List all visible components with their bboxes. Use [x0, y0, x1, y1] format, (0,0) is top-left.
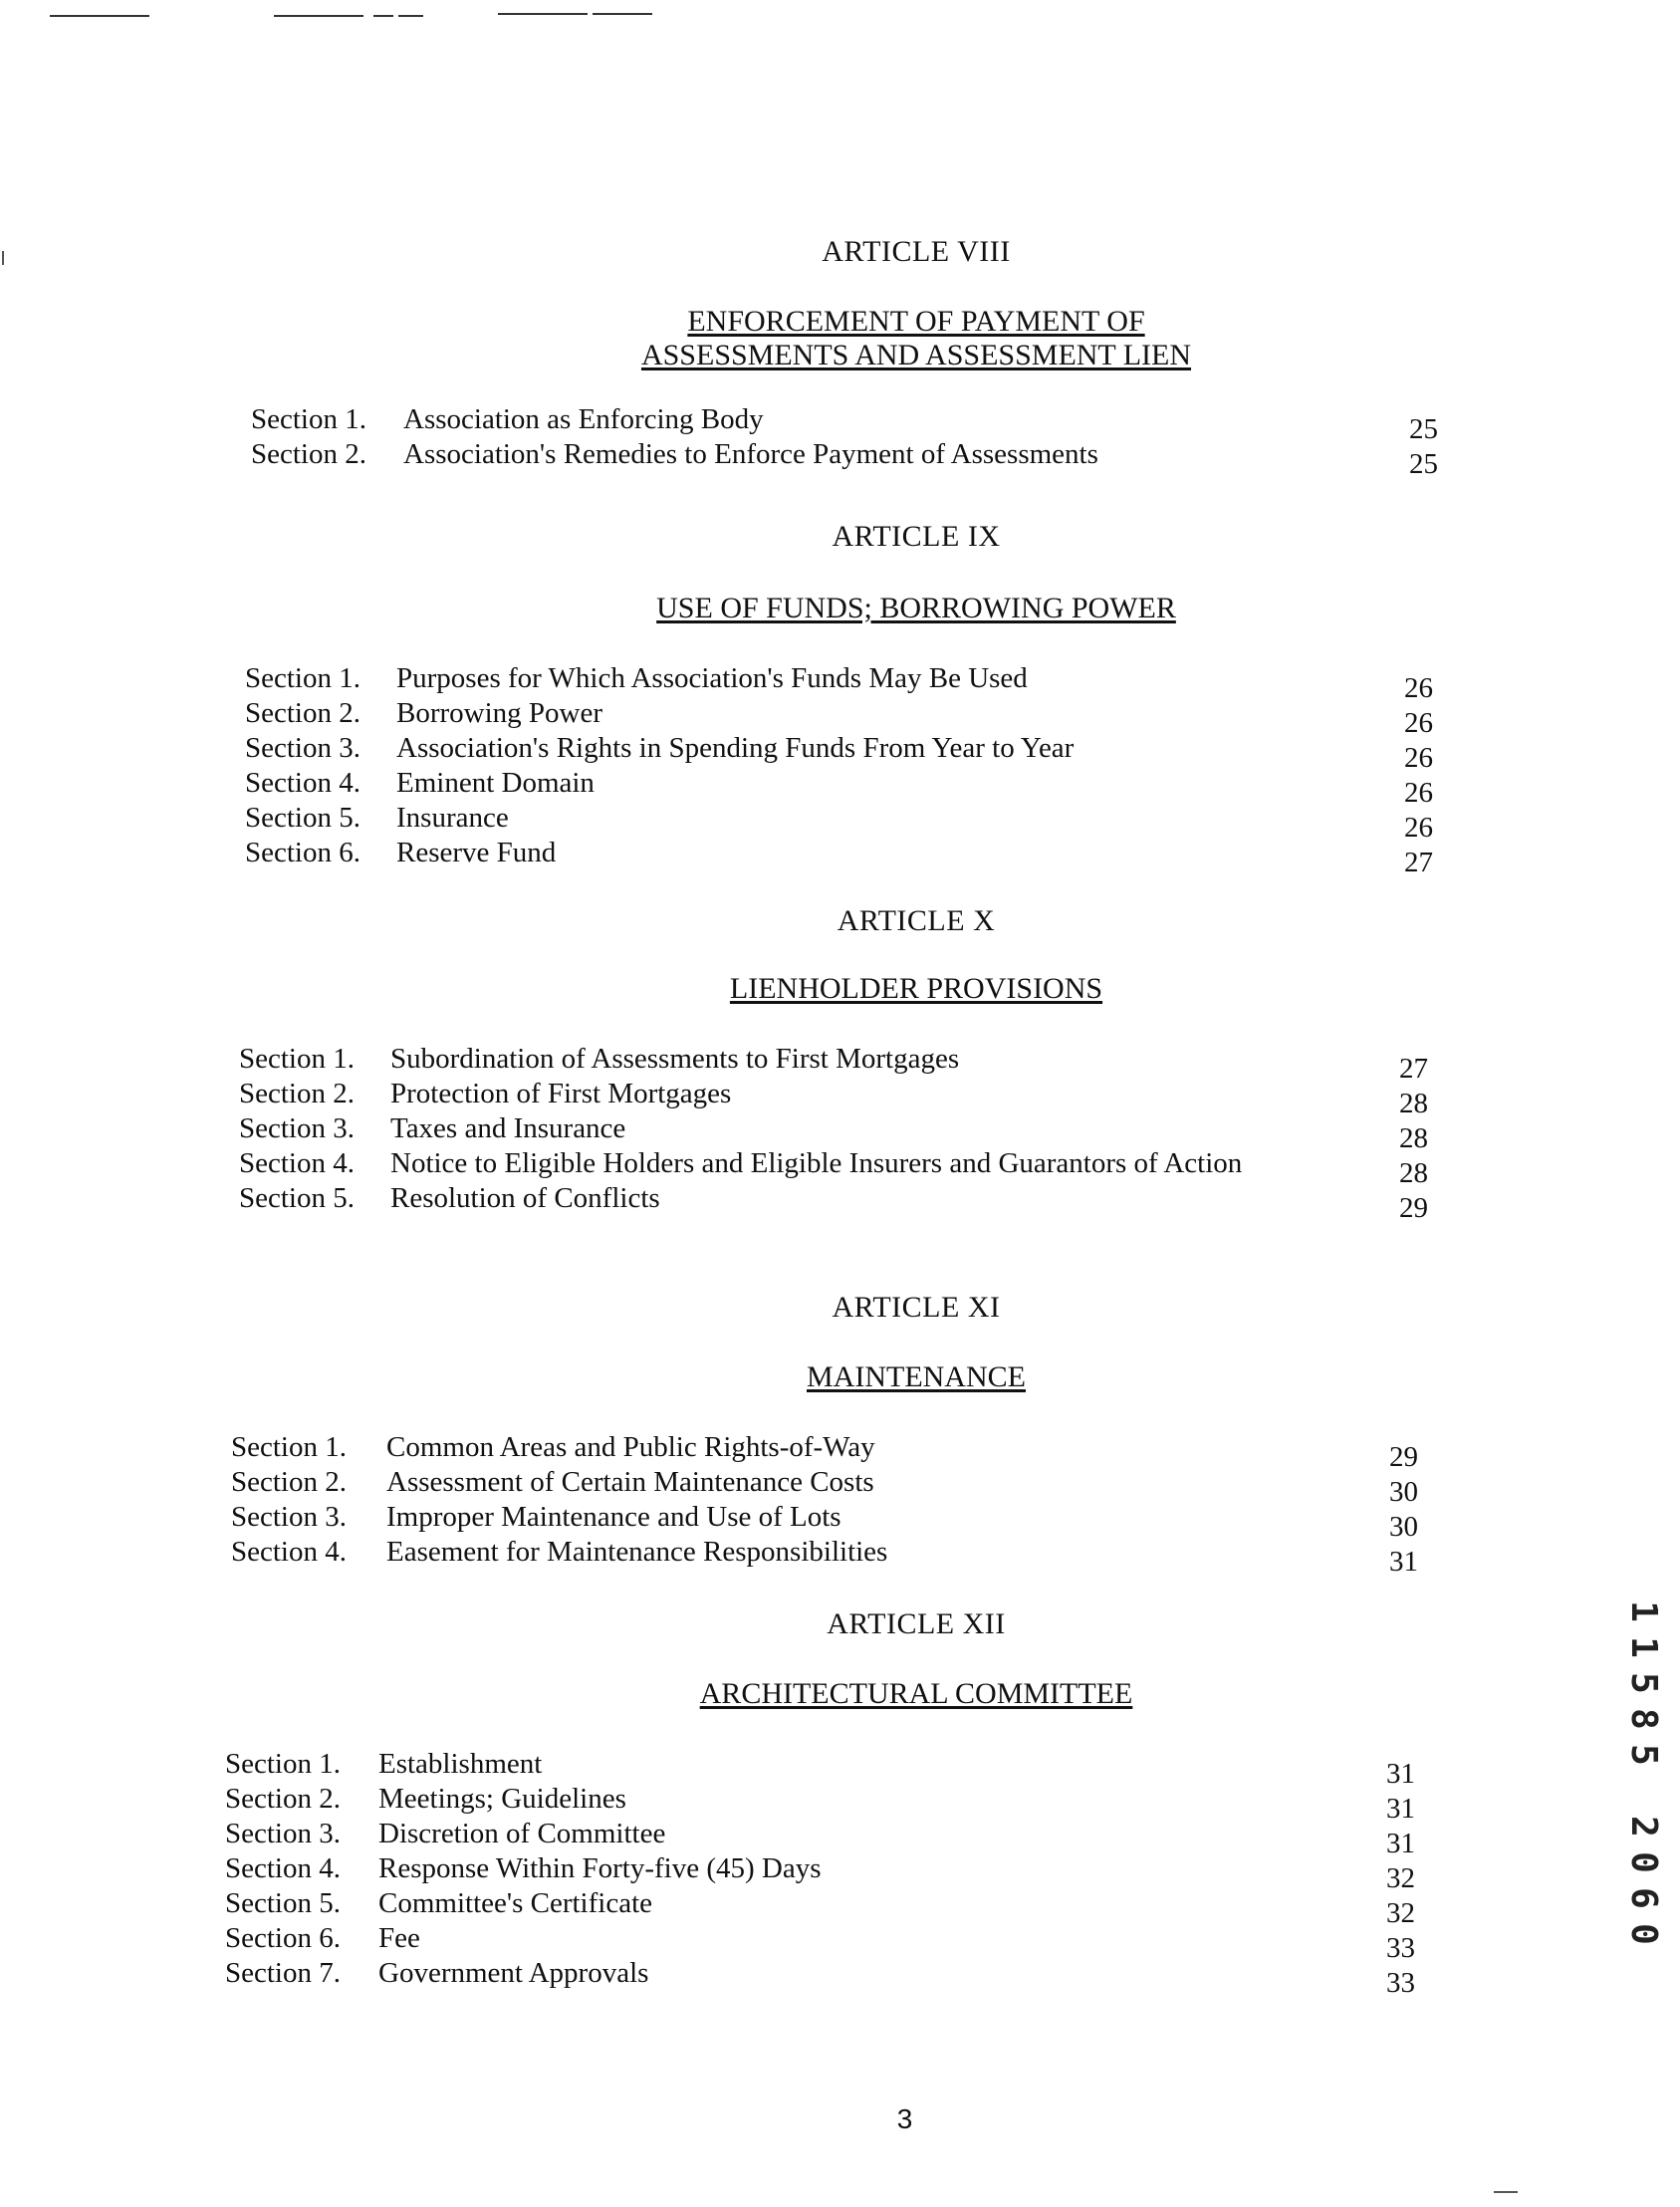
section-label: Section 1. — [225, 1748, 341, 1780]
section-title: Association's Rights in Spending Funds From Year to Year — [396, 732, 1075, 764]
section-list — [219, 1042, 1474, 1224]
toc-entry — [219, 1886, 1474, 1929]
section-title: Reserve Fund — [396, 837, 557, 868]
section-title: Association as Enforcing Body — [403, 403, 764, 435]
section-title: Government Approvals — [378, 1957, 649, 1989]
section-page-number: 32 — [1386, 1862, 1415, 1894]
section-label: Section 4. — [239, 1147, 355, 1179]
scan-artifact-line — [373, 15, 393, 17]
article-heading: ARTICLE XII — [827, 1607, 1006, 1640]
section-page-number: 33 — [1386, 1932, 1415, 1964]
section-label: Section 1. — [251, 403, 366, 435]
toc-entry — [219, 1042, 1474, 1085]
section-page-number: 32 — [1386, 1897, 1415, 1929]
toc-entry — [219, 1851, 1474, 1894]
scan-artifact-line — [593, 13, 652, 15]
toc-entry — [219, 801, 1474, 844]
scan-artifact-line — [498, 13, 588, 15]
section-title: Notice to Eligible Holders and Eligible Insurers and Guarantors of Action — [390, 1147, 1243, 1179]
toc-entry — [219, 437, 1474, 480]
section-title: Establishment — [378, 1748, 543, 1780]
section-page-number: 33 — [1386, 1967, 1415, 1999]
scan-artifact-line — [50, 15, 149, 17]
section-page-number: 25 — [1409, 413, 1438, 445]
section-list — [219, 402, 1474, 480]
toc-entry — [219, 696, 1474, 739]
section-title: Protection of First Mortgages — [390, 1078, 732, 1109]
stamp-digit: 2 — [1623, 1816, 1664, 1838]
section-page-number: 31 — [1386, 1828, 1415, 1859]
section-page-number: 28 — [1399, 1122, 1428, 1154]
section-title: Response Within Forty-five (45) Days — [378, 1852, 822, 1884]
toc-entry — [219, 1956, 1474, 1999]
section-label: Section 4. — [245, 767, 360, 799]
stamp-digit: 1 — [1623, 1636, 1664, 1658]
toc-entry — [219, 661, 1474, 704]
article-subtitle: USE OF FUNDS; BORROWING POWER — [656, 592, 1176, 624]
toc-entry — [219, 1782, 1474, 1825]
stamp-digit: 8 — [1623, 1708, 1664, 1730]
toc-entry — [219, 1146, 1474, 1189]
toc-entry — [219, 1111, 1474, 1154]
section-label: Section 3. — [231, 1501, 347, 1533]
article-heading: ARTICLE IX — [832, 520, 1001, 553]
section-title: Purposes for Which Association's Funds May Be Used — [396, 662, 1028, 694]
section-title: Committee's Certificate — [378, 1887, 653, 1919]
section-page-number: 31 — [1386, 1758, 1415, 1790]
section-title: Subordination of Assessments to First Mortgages — [390, 1043, 960, 1075]
section-label: Section 3. — [225, 1818, 341, 1849]
section-label: Section 6. — [225, 1922, 341, 1954]
stamp-digit: 0 — [1623, 1923, 1664, 1945]
toc-entry — [219, 1465, 1474, 1508]
stamp-digit: 5 — [1623, 1672, 1664, 1694]
section-page-number: 26 — [1404, 672, 1433, 704]
section-title: Resolution of Conflicts — [390, 1182, 660, 1214]
section-label: Section 4. — [231, 1536, 347, 1568]
section-label: Section 2. — [225, 1783, 341, 1815]
toc-entry — [219, 402, 1474, 445]
section-title: Taxes and Insurance — [390, 1112, 626, 1144]
section-list — [219, 1747, 1474, 1999]
section-title: Eminent Domain — [396, 767, 595, 799]
toc-entry — [219, 836, 1474, 878]
section-label: Section 2. — [231, 1466, 347, 1498]
section-title: Insurance — [396, 802, 509, 834]
section-page-number: 26 — [1404, 707, 1433, 739]
article-subtitle: LIENHOLDER PROVISIONS — [729, 972, 1103, 1005]
section-page-number: 31 — [1386, 1793, 1415, 1825]
section-label: Section 2. — [245, 697, 360, 729]
section-page-number: 27 — [1404, 847, 1433, 878]
section-label: Section 3. — [239, 1112, 355, 1144]
toc-entry — [219, 1430, 1474, 1473]
article-subtitle: ENFORCEMENT OF PAYMENT OF — [687, 305, 1145, 338]
section-page-number: 28 — [1399, 1088, 1428, 1119]
section-page-number: 31 — [1389, 1546, 1418, 1578]
article-x — [219, 904, 1474, 1224]
toc-entry — [219, 766, 1474, 809]
article-subtitle: ASSESSMENTS AND ASSESSMENT LIEN — [640, 339, 1192, 371]
section-page-number: 29 — [1399, 1192, 1428, 1224]
section-list — [219, 1430, 1474, 1578]
scan-artifact-mark — [1494, 2191, 1518, 2193]
section-page-number: 26 — [1404, 742, 1433, 774]
section-page-number: 30 — [1389, 1476, 1418, 1508]
article-xii — [219, 1607, 1474, 1999]
section-title: Association's Remedies to Enforce Payment of Assessments — [403, 438, 1098, 470]
section-label: Section 1. — [239, 1043, 355, 1075]
section-title: Easement for Maintenance Responsibilities — [386, 1536, 888, 1568]
section-label: Section 4. — [225, 1852, 341, 1884]
toc-entry — [219, 1500, 1474, 1543]
page-number: 3 — [896, 2103, 913, 2134]
stamp-digit: 6 — [1623, 1887, 1664, 1909]
article-ix — [219, 520, 1474, 878]
article-viii — [219, 235, 1474, 480]
section-title: Meetings; Guidelines — [378, 1783, 626, 1815]
section-page-number: 26 — [1404, 812, 1433, 844]
section-page-number: 25 — [1409, 448, 1438, 480]
section-label: Section 5. — [225, 1887, 341, 1919]
article-subtitle: MAINTENANCE — [807, 1360, 1026, 1393]
scan-artifact-line — [274, 15, 363, 17]
scan-artifact-mark — [2, 251, 4, 265]
stamp-digit: 1 — [1623, 1600, 1664, 1622]
toc-entry — [219, 1921, 1474, 1964]
article-heading: ARTICLE X — [837, 904, 996, 937]
article-heading: ARTICLE XI — [832, 1291, 1001, 1324]
section-label: Section 2. — [239, 1078, 355, 1109]
recording-stamp — [1623, 1594, 1663, 1952]
section-page-number: 26 — [1404, 777, 1433, 809]
section-label: Section 2. — [251, 438, 366, 470]
section-label: Section 3. — [245, 732, 360, 764]
section-page-number: 29 — [1389, 1441, 1418, 1473]
toc-entry — [219, 1535, 1474, 1578]
toc-entry — [219, 1747, 1474, 1790]
section-label: Section 5. — [239, 1182, 355, 1214]
article-subtitle: ARCHITECTURAL COMMITTEE — [699, 1677, 1133, 1710]
section-label: Section 6. — [245, 837, 360, 868]
article-heading: ARTICLE VIII — [822, 235, 1011, 268]
section-page-number: 30 — [1389, 1511, 1418, 1543]
section-page-number: 27 — [1399, 1053, 1428, 1085]
toc-entry — [219, 1181, 1474, 1224]
scan-artifact-line — [398, 15, 423, 17]
stamp-digit: 0 — [1623, 1851, 1664, 1873]
section-page-number: 28 — [1399, 1157, 1428, 1189]
section-label: Section 1. — [231, 1431, 347, 1463]
section-label: Section 1. — [245, 662, 360, 694]
section-list — [219, 661, 1474, 878]
section-title: Borrowing Power — [396, 697, 603, 729]
article-xi — [219, 1291, 1474, 1578]
section-title: Common Areas and Public Rights-of-Way — [386, 1431, 875, 1463]
toc-entry — [219, 1077, 1474, 1119]
section-title: Assessment of Certain Maintenance Costs — [386, 1466, 874, 1498]
toc-entry — [219, 731, 1474, 774]
toc-entry — [219, 1817, 1474, 1859]
stamp-digit: 5 — [1623, 1744, 1664, 1766]
section-label: Section 7. — [225, 1957, 341, 1989]
section-title: Discretion of Committee — [378, 1818, 666, 1849]
section-title: Improper Maintenance and Use of Lots — [386, 1501, 841, 1533]
section-label: Section 5. — [245, 802, 360, 834]
section-title: Fee — [378, 1922, 420, 1954]
